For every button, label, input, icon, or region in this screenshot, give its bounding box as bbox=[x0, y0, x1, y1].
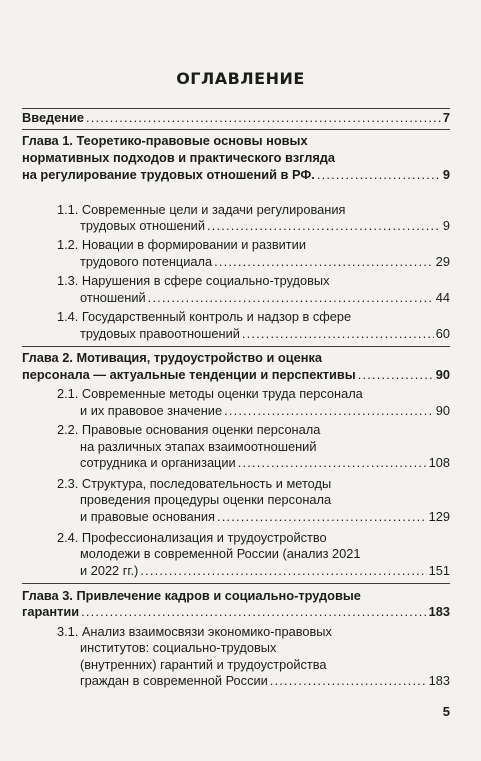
toc-entry-line: Глава 3. Привлечение кадров и социально-трудовые bbox=[22, 587, 361, 603]
toc-entry-line: 3.1. Анализ взаимосвязи экономико-правовых bbox=[57, 623, 332, 639]
toc-entry-title: и 2022 гг.) bbox=[80, 562, 139, 578]
toc-entry-line: 1.1. Современные цели и задачи регулирования bbox=[57, 201, 346, 217]
toc-leader-dots bbox=[214, 254, 434, 271]
toc-entry-title: гарантии bbox=[22, 604, 80, 620]
toc-leader-dots bbox=[217, 509, 427, 526]
toc-entry-line: Глава 2. Мотивация, трудоустройство и оценка bbox=[22, 350, 322, 366]
toc-entry-title: сотрудника и организации bbox=[80, 455, 236, 471]
toc-leader-dots bbox=[148, 290, 434, 307]
toc-chapter-2[interactable] bbox=[22, 350, 450, 383]
toc-chapter-3[interactable] bbox=[22, 588, 450, 621]
toc-section-1-1[interactable] bbox=[57, 202, 450, 235]
toc-page-number: 108 bbox=[428, 455, 450, 471]
toc-section-1-4[interactable] bbox=[57, 309, 450, 342]
toc-entry-title: трудовых отношений bbox=[80, 218, 205, 234]
toc-chapter-intro[interactable] bbox=[22, 110, 450, 127]
toc-entry-line: 1.3. Нарушения в сфере социально-трудовых bbox=[57, 273, 330, 289]
toc-page-number: 9 bbox=[442, 166, 450, 182]
toc-entry-title: отношений bbox=[80, 289, 146, 305]
toc-page-number: 183 bbox=[428, 673, 450, 689]
toc-entry-line: (внутренних) гарантий и трудоустройства bbox=[80, 656, 327, 672]
toc-section-3-1[interactable] bbox=[57, 624, 450, 690]
toc-entry-title: трудового потенциала bbox=[80, 254, 213, 270]
toc-entry-title: граждан в современной России bbox=[80, 673, 268, 689]
toc-leader-dots bbox=[358, 367, 434, 384]
toc-leader-dots bbox=[86, 110, 441, 127]
toc-leader-dots bbox=[140, 563, 426, 580]
page-number: 5 bbox=[442, 704, 450, 719]
toc-entry-line: 1.2. Новации в формировании и развитии bbox=[57, 237, 306, 253]
toc-page-number: 44 bbox=[435, 289, 450, 305]
toc-section-2-3[interactable] bbox=[57, 476, 450, 526]
toc-leader-dots bbox=[317, 167, 441, 184]
toc-section-2-1[interactable] bbox=[57, 386, 450, 419]
toc-entry-line: 2.2. Правовые основания оценки персонала bbox=[57, 422, 321, 438]
toc-entry-line: 1.4. Государственный контроль и надзор в сфере bbox=[57, 309, 352, 325]
toc-entry-line: Глава 1. Теоретико-правовые основы новых bbox=[22, 133, 308, 149]
toc-section-2-4[interactable] bbox=[57, 530, 450, 580]
toc-entry-line: молодежи в современной России (анализ 2021 bbox=[80, 546, 361, 562]
toc-entry-line: институтов: социально-трудовых bbox=[80, 640, 277, 656]
toc-page-number: 129 bbox=[428, 508, 450, 524]
toc-entry-title: и правовые основания bbox=[80, 508, 215, 524]
toc-section-1-3[interactable] bbox=[57, 273, 450, 306]
toc-entry-title: Введение bbox=[22, 110, 85, 126]
divider bbox=[22, 346, 450, 347]
toc-page-number: 60 bbox=[435, 325, 450, 341]
toc-entry-title: трудовых правоотношений bbox=[80, 325, 240, 341]
toc-entry-title: персонала — актуальные тенденции и перспективы bbox=[22, 366, 356, 382]
toc-section-2-2[interactable] bbox=[57, 422, 450, 472]
page-title: ОГЛАВЛЕНИЕ bbox=[176, 68, 305, 88]
toc-leader-dots bbox=[224, 403, 434, 420]
toc-entry-title: и их правовое значение bbox=[80, 402, 223, 418]
divider bbox=[22, 129, 450, 130]
toc-entry-line: нормативных подходов и практического взгляда bbox=[22, 150, 336, 166]
toc-page-number: 151 bbox=[428, 562, 450, 578]
toc-page-number: 29 bbox=[435, 254, 450, 270]
toc-page-number: 183 bbox=[428, 604, 450, 620]
toc-chapter-1[interactable] bbox=[22, 133, 450, 183]
toc-page-number: 90 bbox=[435, 366, 450, 382]
toc-page-number: 7 bbox=[442, 110, 450, 126]
toc-leader-dots bbox=[207, 218, 441, 235]
toc-leader-dots bbox=[270, 673, 427, 690]
toc-entry-line: 2.4. Профессионализация и трудоустройство bbox=[57, 529, 327, 545]
toc-entry-line: 2.1. Современные методы оценки труда персонала bbox=[57, 386, 363, 402]
toc-entry-line: 2.3. Структура, последовательность и методы bbox=[57, 475, 332, 491]
toc-page-number: 9 bbox=[442, 218, 450, 234]
toc-entry-title: на регулирование трудовых отношений в РФ. bbox=[22, 166, 315, 182]
toc-leader-dots bbox=[242, 326, 434, 343]
toc-entry-line: проведения процедуры оценки персонала bbox=[80, 492, 332, 508]
toc-leader-dots bbox=[238, 455, 427, 472]
toc-entry-line: на различных этапах взаимоотношений bbox=[80, 438, 317, 454]
toc-section-1-2[interactable] bbox=[57, 237, 450, 270]
divider bbox=[22, 583, 450, 584]
toc-leader-dots bbox=[81, 604, 427, 621]
toc-page-number: 90 bbox=[435, 402, 450, 418]
